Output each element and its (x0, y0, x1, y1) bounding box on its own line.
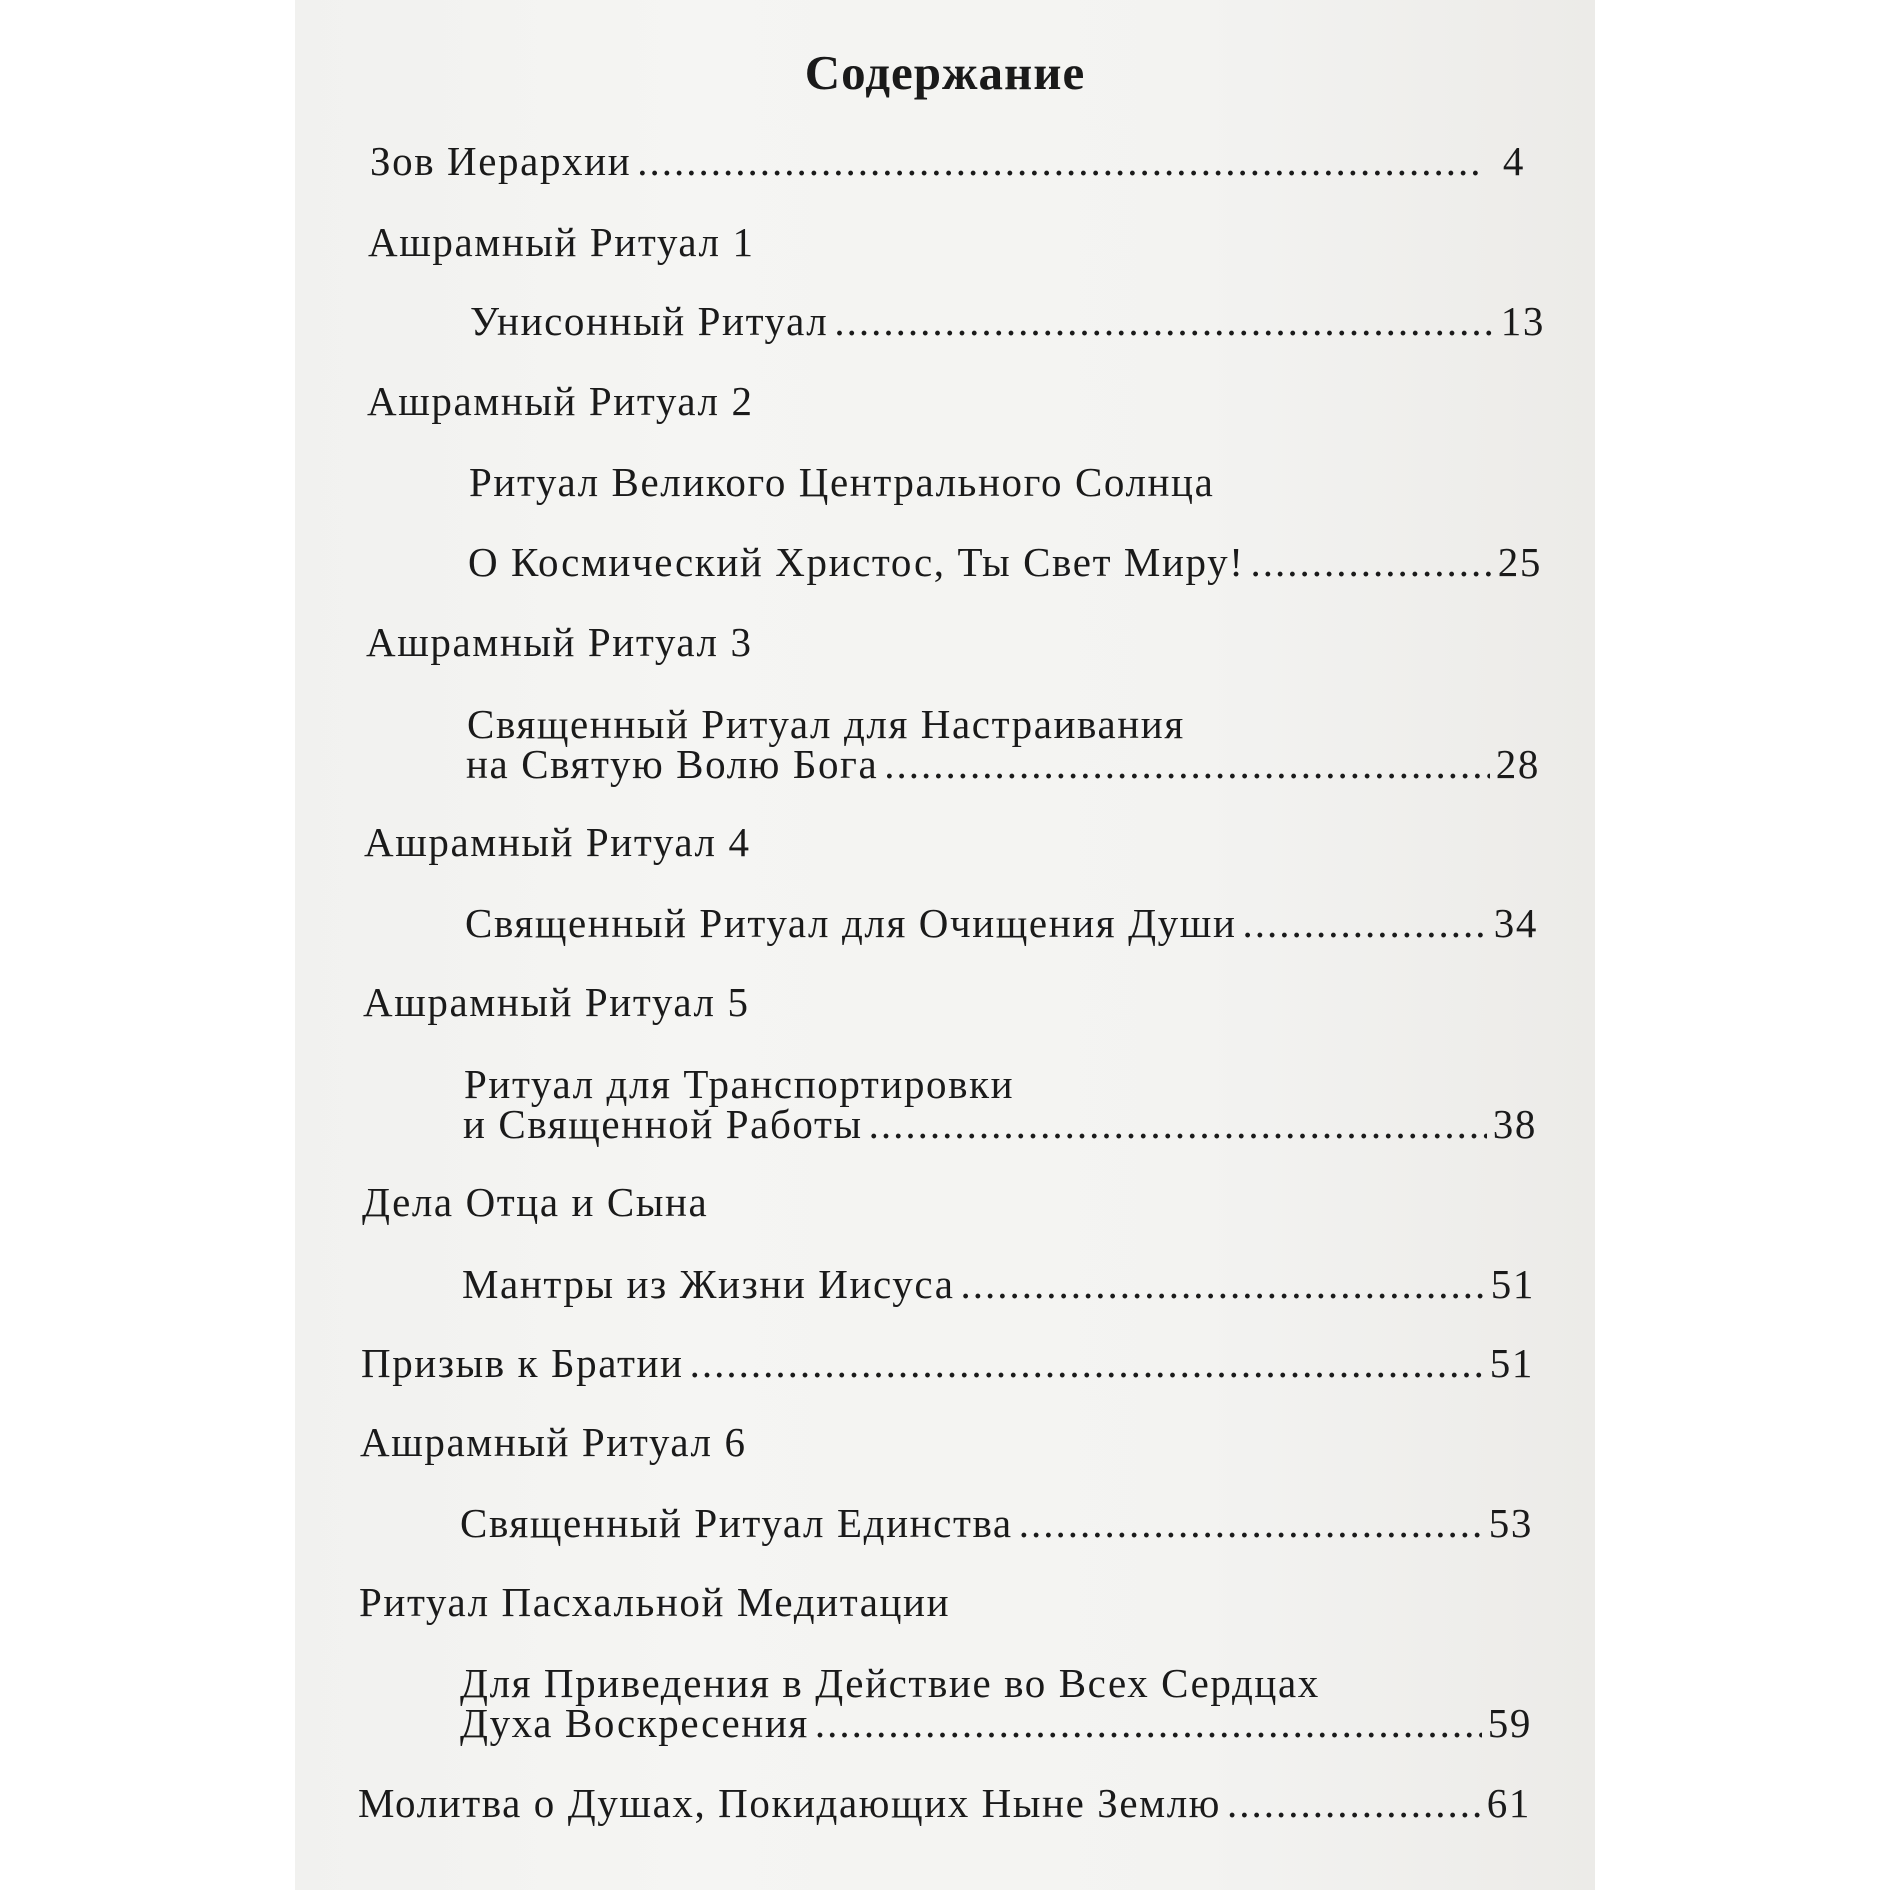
toc-page-number: 38 (1492, 1101, 1537, 1147)
toc-page-number: 59 (1487, 1700, 1532, 1746)
toc-entry-title: Молитва о Душах, Покидающих Ныне Землю (358, 1780, 1222, 1826)
toc-page-number: 61 (1486, 1780, 1531, 1826)
toc-page-number: 51 (1489, 1340, 1534, 1386)
toc-section-heading: Дела Отца и Сына (362, 1179, 709, 1225)
leader-dots (884, 740, 1490, 788)
toc-page-number: 53 (1488, 1500, 1533, 1546)
leader-dots (1227, 1779, 1481, 1827)
toc-page-number: 13 (1500, 298, 1545, 344)
leader-dots (1250, 538, 1491, 586)
toc-entry-title: Призыв к Братии (361, 1340, 684, 1386)
toc-entry-title: Священный Ритуал Единства (460, 1500, 1013, 1546)
toc-entry[interactable] (468, 538, 1542, 586)
leader-dots (961, 1260, 1485, 1308)
leader-dots (869, 1100, 1487, 1148)
toc-section-heading: Ашрамный Ритуал 1 (368, 219, 755, 265)
toc-entry[interactable] (460, 1499, 1533, 1547)
toc-entry[interactable] (361, 1339, 1534, 1387)
toc-entry-title: Зов Иерархии (370, 138, 632, 184)
leader-dots (1243, 899, 1488, 947)
toc-entry-title: Духа Воскресения (460, 1700, 809, 1746)
page-title: Содержание (804, 45, 1086, 100)
toc-entry[interactable] (466, 740, 1540, 788)
toc-page-number: 51 (1490, 1261, 1535, 1307)
toc-subtitle: Ритуал для Транспортировки (464, 1061, 1015, 1107)
toc-entry[interactable] (463, 1100, 1537, 1148)
toc-entry[interactable] (462, 1260, 1535, 1308)
leader-dots (815, 1699, 1482, 1747)
toc-entry[interactable] (460, 1699, 1532, 1747)
toc-entry[interactable] (470, 297, 1545, 345)
toc-section-heading: Ашрамный Ритуал 4 (364, 819, 751, 865)
toc-section-heading: Ашрамный Ритуал 5 (363, 979, 750, 1025)
toc-section-heading: Ритуал Пасхальной Медитации (359, 1579, 951, 1625)
toc-page-number: 4 (1502, 138, 1525, 184)
toc-entry-title: Священный Ритуал для Очищения Души (465, 900, 1237, 946)
leader-dots (834, 297, 1494, 345)
leader-dots (1019, 1499, 1483, 1547)
toc-subtitle: Ритуал Великого Центрального Солнца (469, 459, 1215, 505)
toc-section-heading: Ашрамный Ритуал 2 (367, 378, 754, 424)
toc-page-number: 28 (1495, 741, 1540, 787)
toc-entry[interactable] (370, 137, 1525, 185)
toc-subtitle: Для Приведения в Действие во Всех Сердцах (460, 1660, 1320, 1706)
toc-section-heading: Ашрамный Ритуал 6 (360, 1419, 747, 1465)
toc-page-number: 34 (1493, 900, 1538, 946)
leader-dots (637, 137, 1479, 185)
toc-entry-title: Мантры из Жизни Иисуса (462, 1261, 955, 1307)
toc-entry-title: и Священной Работы (463, 1101, 863, 1147)
toc-entry-title: на Святую Волю Бога (466, 741, 879, 787)
toc-entry[interactable] (358, 1779, 1531, 1827)
toc-entry-title: Унисонный Ритуал (470, 298, 829, 344)
toc-entry[interactable] (465, 899, 1538, 947)
toc-subtitle: Священный Ритуал для Настраивания (467, 701, 1185, 747)
toc-entry-title: О Космический Христос, Ты Свет Миру! (468, 539, 1245, 585)
leader-dots (690, 1339, 1484, 1387)
toc-page-number: 25 (1497, 539, 1542, 585)
toc-section-heading: Ашрамный Ритуал 3 (366, 619, 753, 665)
